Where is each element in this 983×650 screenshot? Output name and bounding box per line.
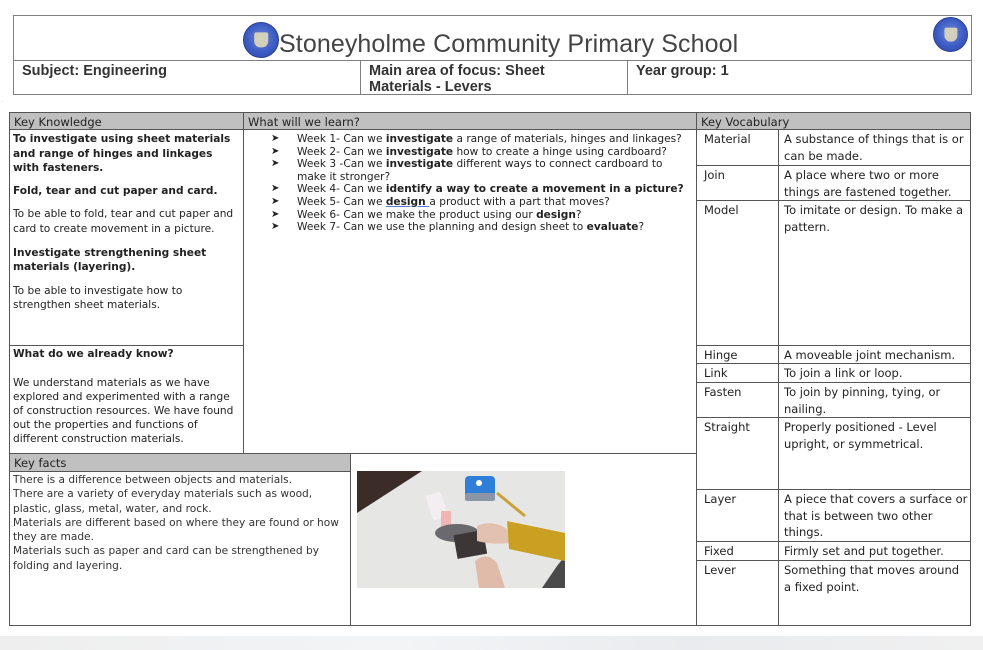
week-item <box>245 209 693 222</box>
grid-line <box>9 625 971 626</box>
week-keyword: investigate <box>385 133 454 145</box>
vocabulary-definition: Firmly set and put together. <box>784 544 944 558</box>
week-text: Week 4- Can we <box>297 183 386 196</box>
key-fact: There are a variety of everyday materials such as wood, plastic, glass, metal, water, and rock. <box>13 488 313 515</box>
grid-line <box>778 129 779 626</box>
focus-label-line2: Materials - Levers <box>369 79 492 95</box>
vocabulary-heading: Key Vocabulary <box>697 113 970 129</box>
week-text: different ways to connect cardboard to make it stronger? <box>297 158 663 183</box>
week-keyword: design <box>385 195 430 208</box>
grid-line <box>9 112 10 626</box>
grid-line <box>243 112 244 453</box>
vocabulary-term: Link <box>704 366 728 380</box>
week-item <box>245 183 693 196</box>
week-keyword: investigate <box>385 145 454 158</box>
margin-mark: ˙ <box>1 100 4 109</box>
key-fact: Materials such as paper and card can be strengthened by folding and layering. <box>13 545 319 572</box>
week-text: Week 2- Can we <box>297 145 386 158</box>
vocabulary-term: Fasten <box>704 385 742 399</box>
key-facts-body <box>13 473 348 573</box>
vocabulary-definition: Something that moves around a fixed point. <box>784 563 960 594</box>
already-know-text: We understand materials as we have explored and experimented with a range of construction resources. We have found out the properties and functions of different construction materials. <box>13 376 234 446</box>
school-name: Stoneyholme Community Primary School <box>279 30 739 58</box>
vocabulary-definition: To join a link or loop. <box>784 366 903 380</box>
week-item <box>245 146 693 159</box>
week-item <box>245 133 693 146</box>
weeks-list <box>245 133 693 234</box>
week-text: Week 7- Can we use the planning and design sheet to <box>297 221 587 234</box>
week-text: Week 3 -Can we <box>297 158 386 171</box>
week-text: how to create a hinge using cardboard? <box>453 145 667 158</box>
learn-heading: What will we learn? <box>244 113 696 129</box>
vocabulary-term: Lever <box>704 563 736 577</box>
vocabulary-definition: Properly positioned - Level upright, or symmetrical. <box>784 420 937 451</box>
knowledge-item: Fold, tear and cut paper and card. <box>13 184 218 197</box>
grid-line <box>9 471 351 472</box>
week-text: Week 1- Can we <box>297 133 386 145</box>
vocabulary-definition: A substance of things that is or can be made. <box>784 132 964 163</box>
arrow-bullet-icon: ➤ <box>271 133 280 144</box>
arrow-bullet-icon: ➤ <box>271 195 280 207</box>
knowledge-item: To be able to investigate how to strengthen sheet materials. <box>13 284 183 312</box>
grid-line <box>350 453 351 626</box>
vocabulary-definition: To join by pinning, tying, or nailing. <box>784 385 941 416</box>
arrow-bullet-icon: ➤ <box>271 145 280 157</box>
arrow-bullet-icon: ➤ <box>271 183 280 195</box>
grid-line <box>696 165 971 166</box>
key-knowledge-body <box>13 132 241 313</box>
grid-line <box>696 200 971 201</box>
vocabulary-definition: To imitate or design. To make a pattern. <box>784 203 964 234</box>
photo-illustration <box>357 471 565 588</box>
already-know-section <box>13 347 241 447</box>
vocabulary-definition: A piece that covers a surface or that is between two other things. <box>784 492 968 539</box>
week-keyword: investigate <box>385 158 454 171</box>
grid-line <box>696 417 971 418</box>
arrow-bullet-icon: ➤ <box>271 208 280 220</box>
viewer-background <box>0 636 983 650</box>
week-keyword: identify a way to create a movement in a picture? <box>385 183 684 196</box>
week-text: Week 5- Can we <box>297 195 386 208</box>
already-know-heading: What do we already know? <box>13 348 174 360</box>
grid-line <box>9 129 971 130</box>
week-text: a product with a part that moves? <box>429 195 610 208</box>
grid-line <box>9 345 244 346</box>
week-item <box>245 221 693 234</box>
arrow-bullet-icon: ➤ <box>271 158 280 170</box>
knowledge-item: To be able to fold, tear and cut paper and card to create movement in a picture. <box>13 208 234 235</box>
vocabulary-term: Model <box>704 203 739 217</box>
vocabulary-definition: A place where two or more things are fastened together. <box>784 168 952 199</box>
vocabulary-term: Join <box>704 168 725 182</box>
key-fact: There is a difference between objects and materials. <box>13 474 293 486</box>
vocabulary-term: Material <box>704 132 751 146</box>
key-knowledge-heading: Key Knowledge <box>10 113 243 129</box>
week-item <box>245 158 693 183</box>
vocabulary-term: Hinge <box>704 348 738 362</box>
vocabulary-term: Layer <box>704 492 737 506</box>
week-keyword: evaluate <box>586 221 639 234</box>
activity-photo <box>357 471 565 588</box>
key-facts-heading: Key facts <box>10 454 350 471</box>
knowledge-item: Investigate strengthening sheet materials (layering). <box>13 246 207 274</box>
vocabulary-term: Fixed <box>704 544 734 558</box>
weekly-questions <box>245 133 693 234</box>
grid-line <box>696 345 971 346</box>
week-text: ? <box>575 208 582 221</box>
year-group-label: Year group: 1 <box>636 63 729 79</box>
grid-line <box>970 112 971 626</box>
grid-line <box>696 382 971 383</box>
grid-line <box>696 112 697 626</box>
vocabulary-definition: A moveable joint mechanism. <box>784 348 956 362</box>
week-text: a range of materials, hinges and linkages? <box>453 133 682 145</box>
focus-label-line1: Main area of focus: Sheet <box>369 63 545 79</box>
week-item <box>245 196 693 209</box>
knowledge-item: To investigate using sheet materials and range of hinges and linkages with fasteners. <box>13 133 231 175</box>
grid-line <box>696 560 971 561</box>
week-text: ? <box>638 221 645 234</box>
week-keyword: design <box>536 208 576 221</box>
key-fact: Materials are different based on where they are found or how they are made. <box>13 516 339 544</box>
arrow-bullet-icon: ➤ <box>271 221 280 233</box>
vocabulary-term: Straight <box>704 420 750 434</box>
grid-line <box>696 489 971 490</box>
grid-line <box>696 541 971 542</box>
week-text: Week 6- Can we make the product using our <box>297 208 537 221</box>
subject-label: Subject: Engineering <box>22 63 168 79</box>
